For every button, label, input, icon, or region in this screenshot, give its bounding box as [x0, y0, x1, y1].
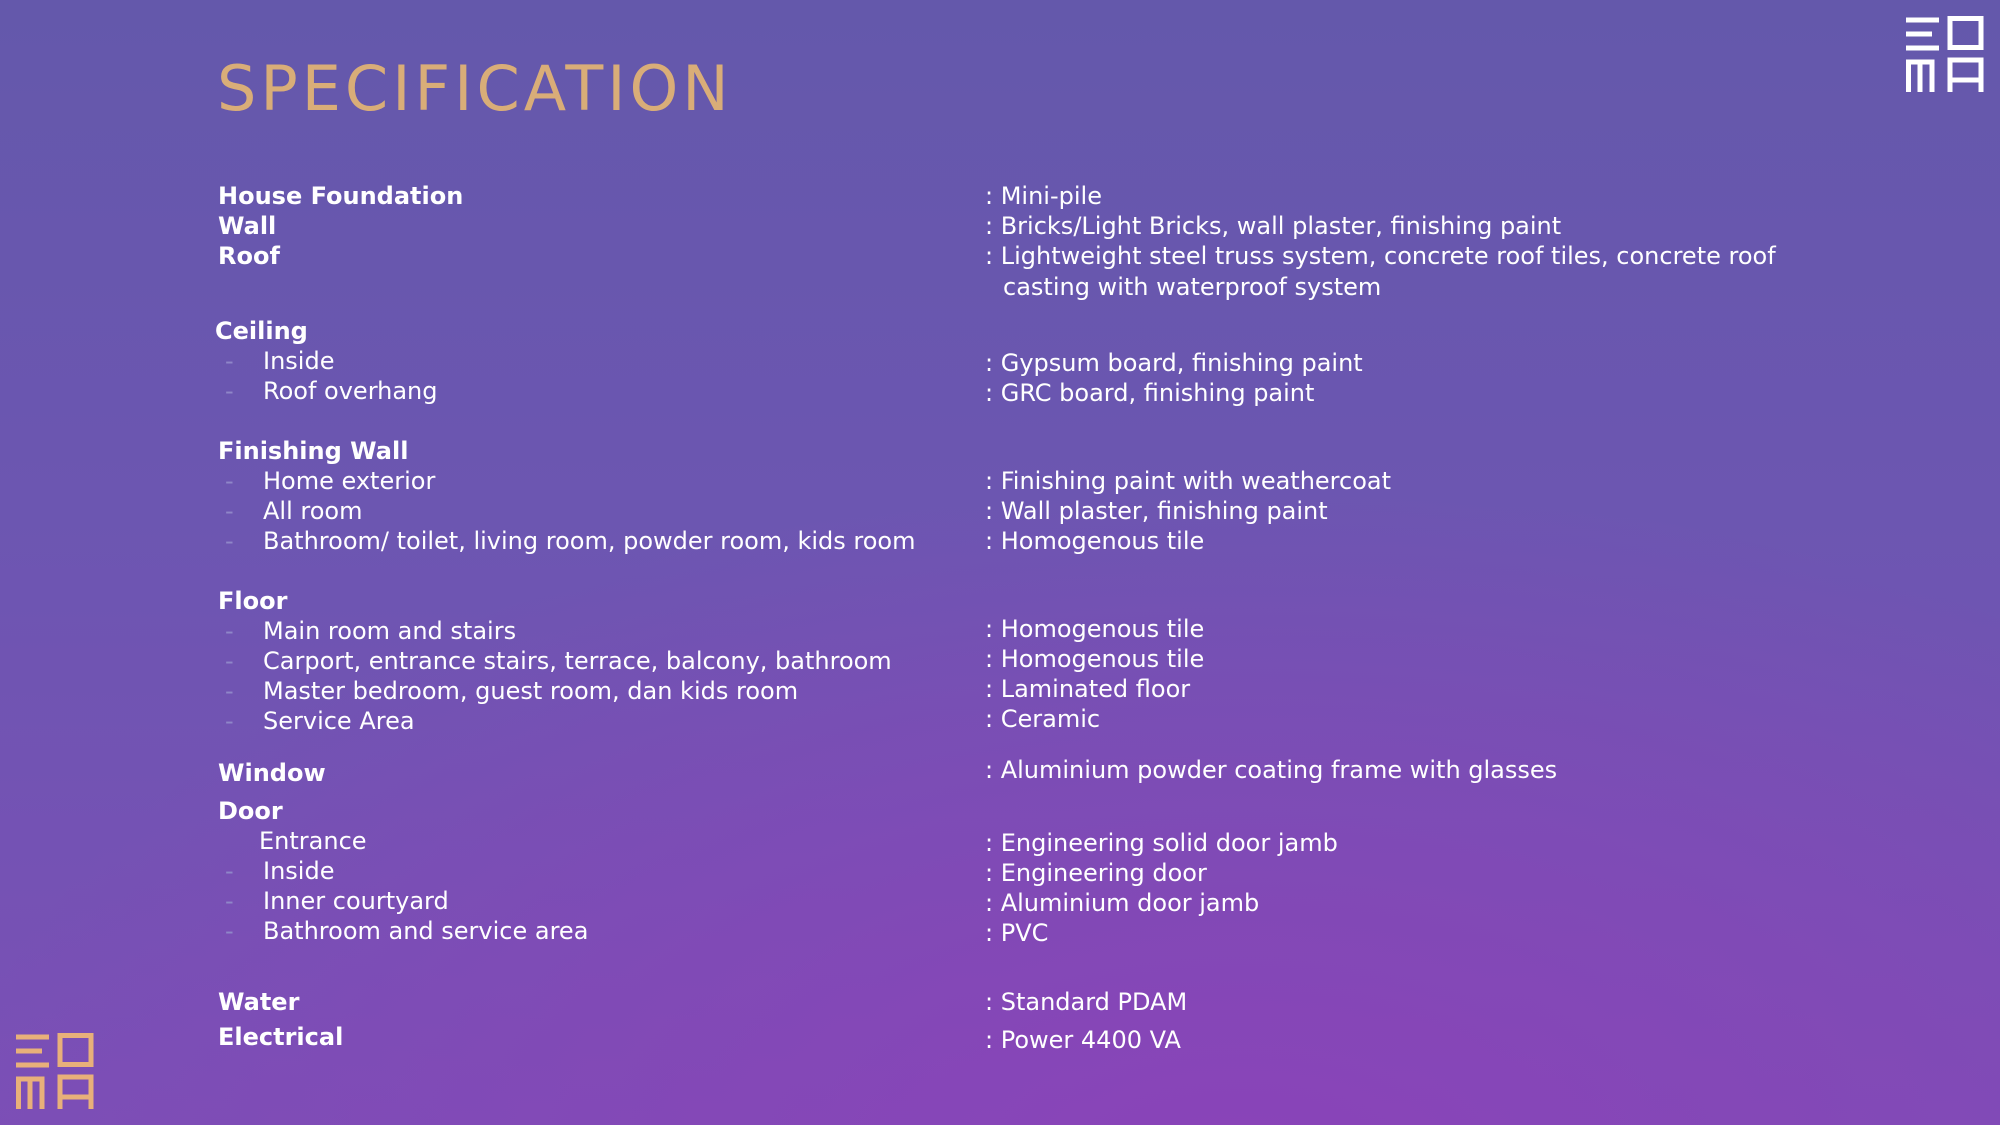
spec-sub-label: Inside: [263, 347, 335, 375]
spec-label: Window: [218, 759, 326, 787]
spec-section-label: Ceiling: [215, 317, 308, 345]
spec-sub-label: Master bedroom, guest room, dan kids room: [263, 677, 799, 705]
spec-label: Water: [218, 988, 300, 1016]
dash-bullet: -: [225, 707, 234, 735]
dash-bullet: -: [225, 347, 234, 375]
dash-bullet: -: [225, 527, 234, 555]
cima-logo-icon: [16, 1033, 94, 1111]
spec-sub-label: Bathroom/ toilet, living room, powder room, kids room: [263, 527, 916, 555]
dash-bullet: -: [225, 887, 234, 915]
spec-value: : Aluminium door jamb: [985, 889, 1260, 917]
spec-sub-label: Roof overhang: [263, 377, 438, 405]
spec-sub-label: Main room and stairs: [263, 617, 517, 645]
spec-value: : GRC board, finishing paint: [985, 379, 1315, 407]
dash-bullet: -: [225, 677, 234, 705]
dash-bullet: -: [225, 497, 234, 525]
spec-value: : Standard PDAM: [985, 988, 1188, 1016]
spec-section-label: Door: [218, 797, 283, 825]
page-title: SPECIFICATION: [217, 52, 733, 125]
spec-value: : Bricks/Light Bricks, wall plaster, finishing paint: [985, 212, 1562, 240]
spec-sub-label: Bathroom and service area: [263, 917, 589, 945]
spec-value: : Power 4400 VA: [985, 1026, 1181, 1054]
spec-sub-label: Inner courtyard: [263, 887, 449, 915]
spec-value: : Ceramic: [985, 705, 1101, 733]
spec-value: : Engineering solid door jamb: [985, 829, 1338, 857]
spec-value: : Mini-pile: [985, 182, 1102, 210]
spec-sub-label: Entrance: [259, 827, 367, 855]
spec-sub-label: All room: [263, 497, 363, 525]
spec-value: : Gypsum board, finishing paint: [985, 349, 1363, 377]
spec-value: : Engineering door: [985, 859, 1207, 887]
spec-label: Electrical: [218, 1023, 344, 1051]
spec-value: : Wall plaster, finishing paint: [985, 497, 1328, 525]
spec-sub-label: Home exterior: [263, 467, 436, 495]
cima-logo-icon: [1906, 16, 1984, 94]
spec-sub-label: Inside: [263, 857, 335, 885]
spec-value: : Homogenous tile: [985, 615, 1205, 643]
spec-value: : Lightweight steel truss system, concrete roof tiles, concrete roof: [985, 242, 1776, 270]
spec-value: : Finishing paint with weathercoat: [985, 467, 1392, 495]
spec-value: : Laminated floor: [985, 675, 1191, 703]
dash-bullet: -: [225, 467, 234, 495]
spec-label: House Foundation: [218, 182, 464, 210]
spec-label: Wall: [218, 212, 277, 240]
spec-section-label: Floor: [218, 587, 288, 615]
spec-value: : Aluminium powder coating frame with glasses: [985, 756, 1558, 784]
spec-value: : Homogenous tile: [985, 527, 1205, 555]
dash-bullet: -: [225, 617, 234, 645]
dash-bullet: -: [225, 857, 234, 885]
spec-label: Roof: [218, 242, 280, 270]
spec-value-continued: casting with waterproof system: [1003, 273, 1382, 301]
spec-value: : PVC: [985, 919, 1049, 947]
spec-section-label: Finishing Wall: [218, 437, 409, 465]
dash-bullet: -: [225, 377, 234, 405]
dash-bullet: -: [225, 647, 234, 675]
spec-value: : Homogenous tile: [985, 645, 1205, 673]
spec-sub-label: Service Area: [263, 707, 415, 735]
spec-sub-label: Carport, entrance stairs, terrace, balcony, bathroom: [263, 647, 892, 675]
dash-bullet: -: [225, 917, 234, 945]
